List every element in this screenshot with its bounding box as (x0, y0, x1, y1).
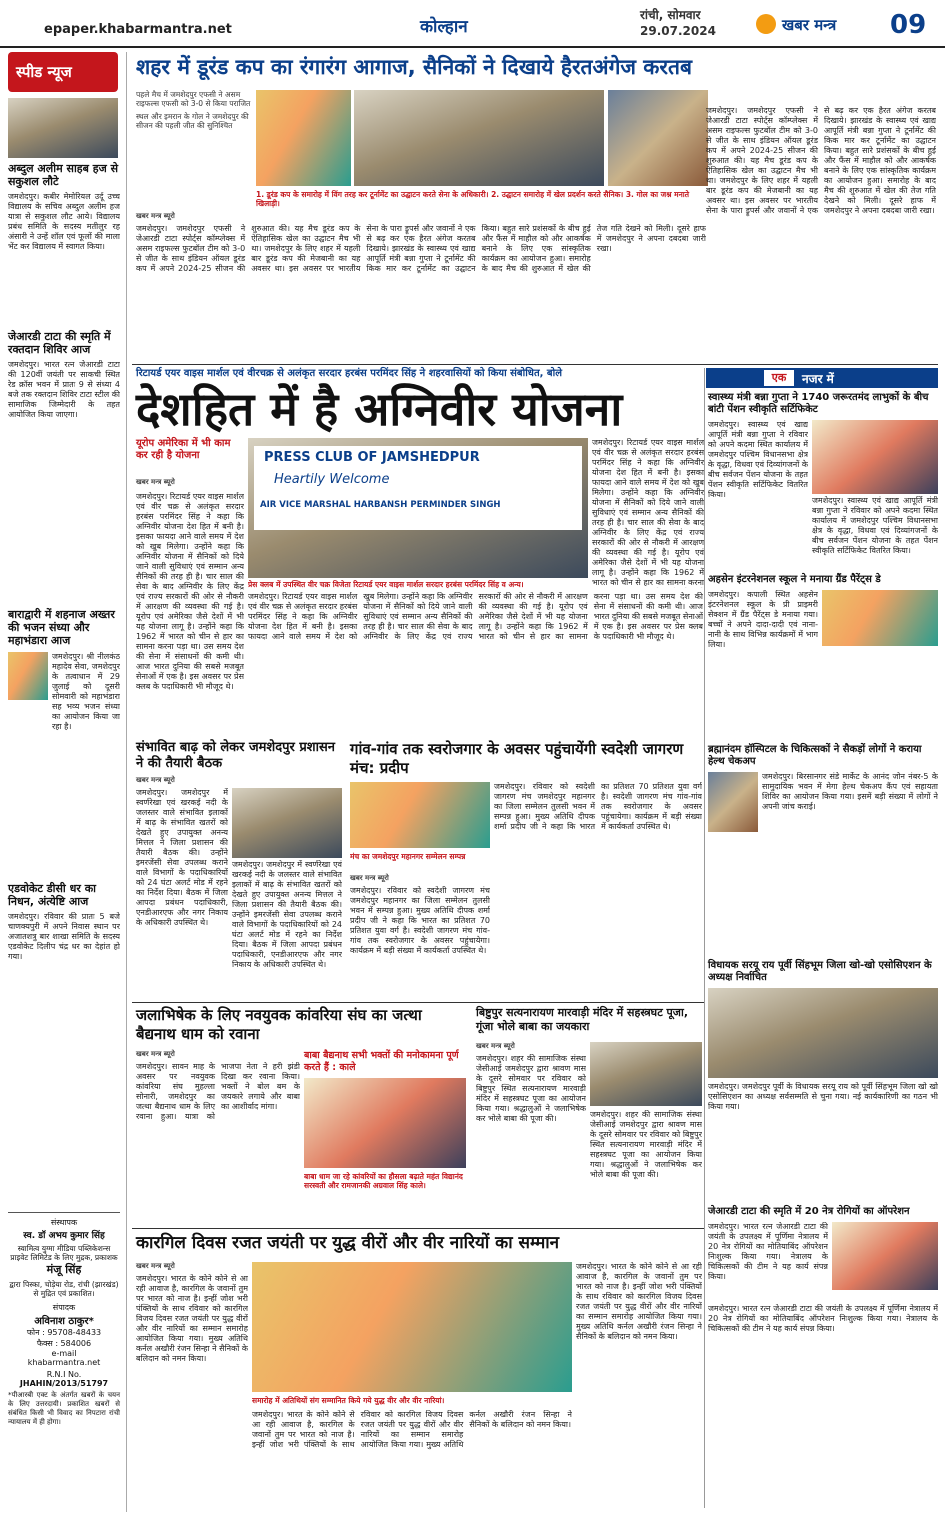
banner-line-2: Heartily Welcome (274, 472, 390, 487)
photo-school (822, 590, 938, 646)
publisher-name: मंजू सिंह (46, 1263, 82, 1276)
byline: खबर मन्त्र ब्यूरो (136, 1262, 175, 1270)
brand-logo (756, 14, 876, 36)
headline: देशहित में है अग्निवीर योजना (136, 382, 623, 436)
column-rule (704, 368, 705, 1508)
speed-news-badge (8, 52, 118, 92)
article-body: जमशेदपुर। रिटायर्ड एयर वाइस मार्शल एवं वीर चक्र से अलंकृत सरदार हरबंस परमिंदर सिंह ने कहा कि अग्निवीर योजना देश हित में बनी है। इसका फायदा आने वाले समय में देश को खुब मिलेगा। उन्होंने कहा कि अग्निवीर योजना में सैनिकों को दिये जाने वाली सुविधाएं एवं सम्मान अन्य सैनिकों की तरह ही है। चार साल की सेवा के बाद अग्निवीर के लिए केंद्र एवं राज्य सरकारों की ओर से नौकरी में आरक्षण की व्यवस्था की गई है। यूरोप एवं अमेरिका जैसे देशों में भी यह योजना लागू है। उन्होंने कहा कि 1962 में भारत को चीन से हार का सामना करना पड़ा था। उस समय देश की सेना में संसाधनों की कमी थी। आज भारत दुनिया की सबसे मजबूत सेनाओं में एक है। इस अवसर पर प्रेस क्लब के पदाधिकारी भी मौजूद थे। (136, 492, 244, 691)
right-body-continued: जमशेदपुर। भारत रत्न जेआरडी टाटा की जयंती के उपलक्ष्य में पूर्णिमा नेत्रालय में 20 नेत्र रोगियों का मोतियाबिंद ऑपरेशन निःशुल्क किया गया। नेत्रालय के चिकित्सकों की टीम ने यह कार्य संपन्न किया। (708, 1304, 938, 1333)
banner-line-1: PRESS CLUB OF JAMSHEDPUR (264, 450, 480, 465)
brand-logo-icon (756, 14, 776, 34)
founder-name: स्व. डॉ अभय कुमार सिंह (23, 1231, 105, 1241)
rni-label: R.N.I No. (46, 1370, 82, 1379)
speed-news-column (8, 52, 127, 1512)
headline: संभावित बाढ़ को लेकर जमशेदपुर प्रशासन ने की तैयारी बैठक (136, 740, 335, 771)
founder-label: संस्थापक (50, 1218, 78, 1227)
banner-strip (254, 446, 582, 530)
photo-caption: मंच का जमशेदपुर महानगर सम्मेलन सम्पन्न (350, 852, 466, 861)
photo-caption: प्रेस क्लब में उपस्थित वीर चक्र विजेता रिटायर्ड एयर वाइस मार्शल सरदार हरबंस परमिंदर सिंह व अन्य। (248, 580, 524, 589)
divider (132, 1002, 704, 1003)
photo-caption: समारोह में अतिथियों संग सम्मानित किये गये युद्ध वीर और वीर नारियां। (252, 1396, 445, 1405)
photo-kargil-honour (252, 1262, 572, 1392)
bullet-item: पहले मैच में जमशेदपुर एफसी ने असम राइफल्स एफसी को 3-0 से किया पराजित (136, 90, 251, 108)
phone-number: फोन : 95708-48433 (26, 1328, 102, 1337)
news-title: बाराद्वारी में शहनाज अख्तर की भजन संध्या और महाभंडारा आज (8, 608, 115, 647)
editor-label: संपादक (52, 1303, 76, 1312)
article-body: जमशेदपुर। भारत के कोने कोने से आ रही आवाज है, कारगिल के जवानों तुम पर भारत को नाज है। इन्हीं जोश भरी पंक्तियों के साथ रविवार को कारगिल विजय दिवस रजत जयंती पर युद्ध वीरों और वीर नारियों का सम्मान समारोह आयोजित किया गया। मुख्य अतिथि कर्नल अखौरी रंजन सिन्हा ने सैनिकों के बलिदान को नमन किया। (136, 1274, 248, 1363)
photo-flag-jump (256, 90, 351, 186)
issue-date: 29.07.2024 (640, 24, 716, 38)
article-body: जमशेदपुर। सावन माह के अवसर पर नवयुवक कांवरिया संघ मुहल्ला सोनारी, जमशेदपुर का जत्था बैद्यनाथ धाम के लिए रवाना हुआ। यात्रा को भाजपा नेता ने हरी झंडी दिखा कर रवाना किया। भक्तों ने बोल बम के जयकारे लगाये और बाबा का आशीर्वाद मांगा। (136, 1062, 300, 1121)
photo-meeting (232, 788, 342, 858)
photo-singer (8, 652, 48, 700)
banner-line-3: AIR VICE MARSHAL HARBANSH PERMINDER SINGH (260, 500, 501, 510)
ek-nazar-header (706, 368, 938, 388)
story-swadeshi (346, 740, 702, 1000)
lead-agniveer (132, 368, 702, 738)
photo-eye-camp (832, 1222, 938, 1290)
story-kargil (132, 1232, 704, 1508)
lead-durand-cup (132, 52, 706, 364)
right-headline: विधायक सरयू राय पूर्वी सिंहभूम जिला खो-खो एसोसिएशन के अध्यक्ष निर्वाचित (708, 960, 932, 983)
news-body: जमशेदपुर। श्री नीलकंठ महादेव सेवा, जमशेदपुर के तत्वाधान में 29 जुलाई को दूसरी सोमवारी को महाभंडारा सह भव्य भजन संध्या का आयोजन किया जा रहा है। (52, 652, 120, 731)
article-body: जमशेदपुर। शहर की सामाजिक संस्था जेसीआई जमशेदपुर द्वारा श्रावण मास के दूसरे सोमवार पर रविवार को बिष्टुपुर स्थित सत्यनारायण मारवाड़ी मंदिर में सहस्त्रघट पूजा का आयोजन किया गया। श्रद्धालुओं ने जलाभिषेक कर भोले बाबा की पूजा की। (476, 1054, 586, 1123)
photo-puja (590, 1042, 702, 1106)
photo-caption: 1. डूरंड कप के समारोह में विंग तरह कर टूर्नामेंट का उद्घाटन करते सेना के अधिकारी। 2. उद्घाटन समारोह में खेल प्रदर्शन करते सैनिक। 3. गोल का जश्न मनाते खिलाड़ी। (256, 190, 690, 208)
photo-press-club (248, 438, 588, 578)
photo-hajj (8, 98, 118, 158)
headline: बिष्टुपुर सत्यनारायण मारवाड़ी मंदिर में सहस्त्रघट पूजा, गूंजा भोले बाबा का जयकारा (476, 1006, 688, 1033)
right-body: जमशेदपुर। स्वास्थ्य एवं खाद्य आपूर्ति मंत्री बन्ना गुप्ता ने रविवार को अपने कदमा स्थित कार्यालय में जमशेदपुर पश्चिम विधानसभा क्षेत्र के वृद्धा, विधवा एवं दिव्यांगजनों के बीच सर्वजन पेंशन योजना के तहत पेंशन स्वीकृति सर्टिफिकेट वितरित किया। (708, 420, 808, 499)
byline: खबर मन्त्र ब्यूरो (136, 212, 175, 220)
editor-name: अविनाश ठाकुर* (34, 1316, 94, 1327)
article-body-side: जमशेदपुर। रिटायर्ड एयर वाइस मार्शल एवं वीर चक्र से अलंकृत सरदार हरबंस परमिंदर सिंह ने कहा कि अग्निवीर योजना देश हित में बनी है। इसका फायदा आने वाले समय में देश को खुब मिलेगा। उन्होंने कहा कि अग्निवीर योजना में सैनिकों को दिये जाने वाली सुविधाएं एवं सम्मान अन्य सैनिकों की तरह ही है। चार साल की सेवा के बाद अग्निवीर के लिए केंद्र एवं राज्य सरकारों की ओर से नौकरी में आरक्षण की व्यवस्था की गई है। यूरोप एवं अमेरिका जैसे देशों में भी यह योजना लागू है। उन्होंने कहा कि 1962 में भारत को चीन से हार का सामना करना (592, 438, 704, 587)
right-body-continued: जमशेदपुर। स्वास्थ्य एवं खाद्य आपूर्ति मंत्री बन्ना गुप्ता ने रविवार को अपने कदमा स्थित कार्यालय में जमशेदपुर पश्चिम विधानसभा क्षेत्र के वृद्धा, विधवा एवं दिव्यांगजनों के बीच सर्वजन पेंशन योजना के तहत पेंशन स्वीकृति सर्टिफिकेट वितरित किया। (812, 496, 938, 555)
right-body: जमशेदपुर। जमशेदपुर पूर्वी के विधायक सरयू राय को पूर्वी सिंहभूम जिला खो खो एसोसिएशन का अध्यक्ष सर्वसम्मति से चुना गया। नई कार्यकारिणी का गठन भी किया गया। (708, 1082, 938, 1111)
article-body-continued: जमशेदपुर। शहर की सामाजिक संस्था जेसीआई जमशेदपुर द्वारा श्रावण मास के दूसरे सोमवार पर रविवार को बिष्टुपुर स्थित सत्यनारायण मारवाड़ी मंदिर में सहस्त्रघट पूजा का आयोजन किया गया। श्रद्धालुओं ने जलाभिषेक कर भोले बाबा की पूजा की। (590, 1110, 702, 1179)
site-url[interactable]: epaper.khabarmantra.net (44, 22, 232, 37)
article-body: जमशेदपुर। जमशेदपुर में स्वर्णरेखा एवं खरकई नदी के जलस्तर वाले संभावित इलाकों में बाढ़ के संभावित खतरों को देखते हुए उपायुक्त अनन्य मित्तल ने जिला प्रशासन की तैयारी बैठक की। उन्होंने इमरजेंसी सेवा उपलब्ध कराने वाले विभागों के पदाधिकारियों को 24 घंटा अलर्ट मोड में रहने का निर्देश दिया। बैठक में जिला आपदा प्रबंधन पदाधिकारी, एनडीआरएफ और नगर निकाय के अधिकारी उपस्थित थे। (136, 788, 228, 927)
right-body: जमशेदपुर। कपाली स्थित अहसेन इंटरनेशनल स्कूल के प्री प्राइमरी सेक्शन में ग्रैंड पैरेंट्स डे मनाया गया। बच्चों ने अपने दादा-दादी एवं नाना-नानी के साथ विभिन्न कार्यक्रमों में भाग लिया। (708, 590, 818, 649)
byline: खबर मन्त्र ब्यूरो (136, 1050, 175, 1058)
email-address[interactable]: khabarmantra.net (27, 1358, 101, 1367)
photo-kho-kho (708, 988, 938, 1078)
divider (132, 364, 938, 365)
bullet-list (136, 90, 254, 130)
right-body: जमशेदपुर। बिरसानगर संडे मार्केट के आनंद जोन नंबर-5 के सामुदायिक भवन में मेगा हेल्थ चेकअप कैंप एवं सहायता शिविर का आयोजन किया गया। इसमें बड़ी संख्या में लोगों ने अपनी जांच कराई। (762, 772, 938, 811)
news-title: अब्दुल अलीम साहब हज से सकुशल लौटे (8, 162, 119, 188)
headline: जलाभिषेक के लिए नवयुवक कांवरिया संघ का जत्था बैद्यनाथ धाम को रवाना (136, 1006, 422, 1043)
right-headline: अहसेन इंटरनेशनल स्कूल ने मनाया ग्रैंड पैरेंट्स डे (708, 574, 881, 585)
speed-news-label: स्पीड न्यूज (16, 63, 72, 81)
article-body: जमशेदपुर। रविवार को स्वदेशी जागरण मंच जमशेदपुर महानगर का जिला सम्मेलन तुलसी भवन में सम्पन्न हुआ। मुख्य अतिथि दीपक शर्मा प्रदीप जी ने कहा कि भारत का प्रतिशत 70 प्रतिशत युवा वर्ग है। स्वदेशी जागरण मंच गांव-गांव तक स्वरोजगार के अवसर पहुंचायेगा। कार्यक्रम में बड़ी संख्या में कार्यकर्ता उपस्थित थे। (494, 782, 702, 831)
news-title: एडवोकेट डीसी धर का निधन, अंत्येष्टि आज (8, 882, 96, 908)
nazar-label: नजर में (802, 372, 834, 386)
headline: शहर में डूरंड कप का रंगारंग आगाज, सैनिकों ने दिखाये हैरतअंगेज करतब (136, 55, 692, 79)
issue-day: रांची, सोमवार (640, 8, 701, 22)
article-body-continued: जमशेदपुर। जमशेदपुर में स्वर्णरेखा एवं खरकई नदी के जलस्तर वाले संभावित इलाकों में बाढ़ के संभावित खतरों को देखते हुए उपायुक्त अनन्य मित्तल ने जिला प्रशासन की तैयारी बैठक की। उन्होंने इमरजेंसी सेवा उपलब्ध कराने वाले विभागों के पदाधिकारियों को 24 घंटा अलर्ट मोड में रहने का निर्देश दिया। बैठक में जिला आपदा प्रबंधन पदाधिकारी, एनडीआरएफ और नगर निकाय के अधिकारी उपस्थित थे। (232, 860, 342, 969)
fax-number: फैक्स : 584006 (36, 1339, 92, 1348)
news-body: जमशेदपुर। कबीर मेमोरियल उर्दू उच्च विद्यालय के सचिव अब्दुल अलीम हज यात्रा से सकुशल लौट आये। विद्यालय प्रबंध समिति के सदस्य मतीलुर रह अंसारी ने उन्हें शॉल एवं फूलों की माला भेंट कर विद्यालय में स्वागत किया। (8, 192, 120, 251)
byline: खबर मन्त्र ब्यूरो (136, 478, 175, 486)
news-title: जेआरडी टाटा की स्मृति में रक्तदान शिविर आज (8, 330, 111, 356)
story-flood (132, 740, 342, 1000)
article-body-continued: जमशेदपुर। रिटायर्ड एयर वाइस मार्शल एवं वीर चक्र से अलंकृत सरदार हरबंस परमिंदर सिंह ने कहा कि अग्निवीर योजना देश हित में बनी है। इसका फायदा आने वाले समय में देश को खुब मिलेगा। उन्होंने कहा कि अग्निवीर योजना में सैनिकों को दिये जाने वाली सुविधाएं एवं सम्मान अन्य सैनिकों की तरह ही है। चार साल की सेवा के बाद अग्निवीर के लिए केंद्र एवं राज्य सरकारों की ओर से नौकरी में आरक्षण की व्यवस्था की गई है। यूरोप एवं अमेरिका जैसे देशों में भी यह योजना लागू है। उन्होंने कहा कि 1962 में भारत को चीन से हार का सामना करना पड़ा था। उस समय देश की सेना में संसाधनों की कमी थी। आज भारत दुनिया की सबसे मजबूत सेनाओं में एक है। इस अवसर पर प्रेस क्लब के पदाधिकारी भी मौजूद थे। (248, 592, 703, 641)
sidebar-pull: यूरोप अमेरिका में भी काम कर रही है योजना (136, 438, 231, 461)
story-kanwar (132, 1006, 468, 1226)
ek-label: एक (764, 370, 794, 386)
photo-officials (354, 90, 604, 186)
owner-text: स्वामित्व युग्मा मीडिया पब्लिकेशन्स प्राइवेट लिमिटेड के लिए मुद्रक, प्रकाशक (10, 1244, 118, 1262)
photo-kanwariya (304, 1078, 466, 1168)
right-headline: स्वास्थ्य मंत्री बन्ना गुप्ता ने 1740 जरूरतमंद लाभुकों के बीच बांटी पेंशन स्वीकृति सर्टिफिकेट (708, 392, 929, 415)
photo-players (608, 90, 708, 186)
article-body: जमशेदपुर। जमशेदपुर एफसी ने जेआरडी टाटा स्पोर्ट्स कॉम्प्लेक्स में असम राइफल्स फुटबॉल टीम को 3-0 से जीत के साथ इंडियन ऑयल डूरंड कप में अपने 2024-25 सीजन की शुरुआत की। यह मैच डूरंड कप के ऐतिहासिक खेल का उद्घाटन मैच भी था। जमशेदपुर के लिए शहर में यहली बार डूरंड कप की मेजबानी का यह अवसर था। इस अवसर पर भारतीय सेना के पारा ड्रूपर्स और जवानों ने एक से बढ़ कर एक हैरत अंगेज करतब दिखाये। झारखंड के स्वास्थ्य एवं खाद्य आपूर्ति मंत्री बन्ना गुप्ता ने टूर्नामेंट की किक मार कर टूर्नामेंट का उद्घाटन किया। बहुत सारे प्रशंसकों के बीच हुई और फैंस में माहौल को और आकर्षक बनाने के लिए एक सांस्कृतिक कार्यक्रम का आयोजन हुआ। समारोह के बाद मैच की शुरुआत में खेल की तेज गति देखने को मिली। दूसरे हाफ में जमशेदपुर ने अपना दबदबा जारी रखा। (136, 224, 706, 273)
photo-caption: बाबा धाम जा रहे कांवरियों का हौसला बढ़ाते महंत विद्यानंद सरस्वती और रामजानकी अग्रवाल सिंह काले। (304, 1172, 463, 1190)
article-body-side: जमशेदपुर। भारत के कोने कोने से आ रही आवाज है, कारगिल के जवानों तुम पर भारत को नाज है। इन्हीं जोश भरी पंक्तियों के साथ रविवार को कारगिल विजय दिवस रजत जयंती पर युद्ध वीरों और वीर नारियों का सम्मान समारोह आयोजित किया गया। मुख्य अतिथि कर्नल अखौरी रंजन सिन्हा ने सैनिकों के बलिदान को नमन किया। (576, 1262, 702, 1341)
photo-sammelan (350, 782, 490, 848)
photo-health-camp (708, 772, 758, 832)
subheadline: बाबा बैद्यनाथ सभी भक्तों की मनोकामना पूर्ण करते हैं : काले (304, 1050, 459, 1073)
byline: खबर मन्त्र ब्यूरो (476, 1042, 515, 1050)
rni-number: JHAHIN/2013/51797 (19, 1379, 109, 1388)
story-mandir (472, 1006, 702, 1226)
right-body: जमशेदपुर। भारत रत्न जेआरडी टाटा की जयंती के उपलक्ष्य में पूर्णिमा नेत्रालय में 20 नेत्र रोगियों का मोतियाबिंद ऑपरेशन निःशुल्क किया गया। नेत्रालय के चिकित्सकों की टीम ने यह कार्य संपन्न किया। (708, 1222, 828, 1281)
headline: गांव-गांव तक स्वरोजगार के अवसर पहुंचायेंगी स्वदेशी जागरण मंच: प्रदीप (350, 740, 684, 777)
imprint-box (8, 1212, 120, 1513)
headline: कारगिल दिवस रजत जयंती पर युद्ध वीरों और वीर नारियों का सम्मान (136, 1233, 560, 1253)
address-text: द्वारा पिस्का, चोड़ेया रोड, रांची (झारखंड) से मुद्रित एवं प्रकाशित। (9, 1280, 119, 1298)
byline: खबर मन्त्र ब्यूरो (350, 874, 389, 882)
page-number: 09 (890, 10, 927, 40)
right-headline: जेआरडी टाटा की स्मृति में 20 नेत्र रोगियों का ऑपरेशन (708, 1206, 910, 1217)
masthead (0, 0, 945, 48)
section-name: कोल्हान (420, 17, 468, 37)
article-body-continued: जमशेदपुर। जमशेदपुर एफसी ने जेआरडी टाटा स्पोर्ट्स कॉम्प्लेक्स में असम राइफल्स फुटबॉल टीम को 3-0 से जीत के साथ इंडियन ऑयल डूरंड कप में अपने 2024-25 सीजन की शुरुआत की। यह मैच डूरंड कप के ऐतिहासिक खेल का उद्घाटन मैच भी था। जमशेदपुर के लिए शहर में यहली बार डूरंड कप की मेजबानी का यह अवसर था। इस अवसर पर भारतीय सेना के पारा ड्रूपर्स और जवानों ने एक से बढ़ कर एक हैरत अंगेज करतब दिखाये। झारखंड के स्वास्थ्य एवं खाद्य आपूर्ति मंत्री बन्ना गुप्ता ने टूर्नामेंट की किक मार कर टूर्नामेंट का उद्घाटन किया। बहुत सारे प्रशंसकों के बीच हुई और फैंस में माहौल को और आकर्षक बनाने के लिए एक सांस्कृतिक कार्यक्रम का आयोजन हुआ। समारोह के बाद मैच की शुरुआत में खेल की तेज गति देखने को मिली। दूसरे हाफ में जमशेदपुर ने अपना दबदबा जारी रखा। (706, 106, 936, 215)
byline: खबर मन्त्र ब्यूरो (136, 776, 175, 784)
article-body-continued: जमशेदपुर। भारत के कोने कोने से आ रही आवाज है, कारगिल के जवानों तुम पर भारत को नाज है। इन्हीं जोश भरी पंक्तियों के साथ रविवार को कारगिल विजय दिवस रजत जयंती पर युद्ध वीरों और वीर नारियों का सम्मान समारोह आयोजित किया गया। मुख्य अतिथि कर्नल अखौरी रंजन सिन्हा ने सैनिकों के बलिदान को नमन किया। (252, 1410, 572, 1449)
legal-note: *पीआरबी एक्ट के अंतर्गत खबरों के चयन के लिए उत्तरदायी। प्रकाशित खबरों से संबंधित किसी भी विवाद का निपटारा रांची न्यायालय में ही होगा। (8, 1391, 120, 1426)
divider (132, 1228, 704, 1229)
news-body: जमशेदपुर। भारत रत्न जेआरडी टाटा की 120वीं जयंती पर साकची स्थित रेड क्रॉस भवन में प्रातः 9 से संध्या 4 बजे तक रक्तदान शिविर टाटा स्टील की सामाजिक जिम्मेदारी के तहत आयोजित किया जाएगा। (8, 360, 120, 419)
overline: रिटायर्ड एयर वाइस मार्शल एवं वीरचक्र से अलंकृत सरदार हरबंस परमिंदर सिंह ने शहरवासियों को किया संबोधित, बोले (136, 368, 563, 379)
right-headline: ब्रह्मानंदम हॉस्पिटल के चिकित्सकों ने सैकड़ों लोगों ने कराया हेल्थ चेकअप (708, 744, 922, 767)
article-body-continued: जमशेदपुर। रविवार को स्वदेशी जागरण मंच जमशेदपुर महानगर का जिला सम्मेलन तुलसी भवन में सम्पन्न हुआ। मुख्य अतिथि दीपक शर्मा प्रदीप जी ने कहा कि भारत का प्रतिशत 70 प्रतिशत युवा वर्ग है। स्वदेशी जागरण मंच गांव-गांव तक स्वरोजगार के अवसर पहुंचायेगा। कार्यक्रम में बड़ी संख्या में कार्यकर्ता उपस्थित थे। (350, 886, 490, 955)
email-label: e-mail (51, 1349, 77, 1358)
news-body: जमशेदपुर। रविवार की प्रातः 5 बजे चाणक्यपुरी में अपने निवास स्थान पर अजातशत्रु बार शाखा समिति के सदस्य एडवोकेट दिलीप चंद्र धर का देहांत हो गया। (8, 912, 120, 961)
photo-pension (812, 420, 938, 494)
bullet-item: स्थल और इमरान के गोल ने जमशेदपुर की सीजन की पहली जीत की सुनिश्चित (136, 112, 249, 130)
brand-name: खबर मन्त्र (782, 16, 837, 34)
